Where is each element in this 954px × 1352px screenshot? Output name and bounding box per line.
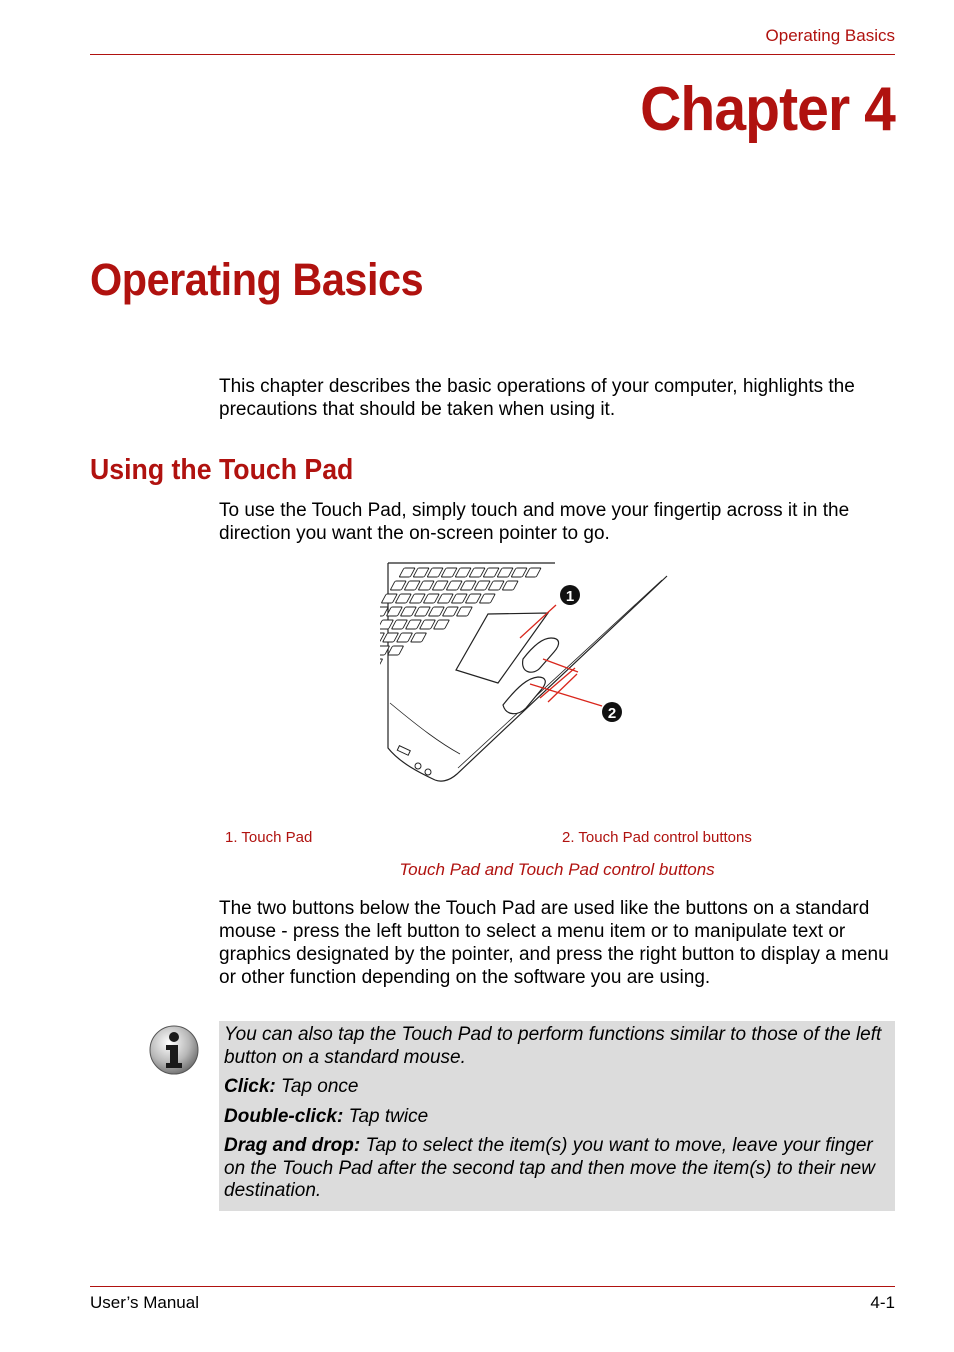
note-intro: You can also tap the Touch Pad to perform functions similar to those of the left button on a standard mouse. xyxy=(224,1024,882,1068)
footer-manual-title: User’s Manual xyxy=(90,1293,199,1312)
callout-2 xyxy=(602,702,622,722)
figure-label-control-buttons: 2. Touch Pad control buttons xyxy=(562,829,752,846)
note-item-drag-and-drop: Drag and drop: Tap to select the item(s) you want to move, leave your finger on the Touch Pad after the second tap and then move the item(s) to their new destination. xyxy=(224,1135,875,1201)
chapter-label: Chapter 4 xyxy=(640,75,895,144)
footer-rule xyxy=(90,1286,895,1287)
figure-caption: Touch Pad and Touch Pad control buttons xyxy=(399,860,715,879)
touchpad-right-button xyxy=(523,638,559,672)
touchpad-figure xyxy=(380,558,680,788)
info-icon xyxy=(148,1024,200,1076)
note-item-double-click: Double-click: Tap twice xyxy=(224,1105,429,1127)
note-box xyxy=(219,1021,895,1211)
callout-2-label: 2 xyxy=(607,705,617,722)
callout-1-label: 1 xyxy=(565,588,575,605)
header-rule xyxy=(90,54,895,55)
page-number: 4-1 xyxy=(870,1293,895,1312)
running-header: Operating Basics xyxy=(765,26,895,45)
note-item-click: Click: Tap once xyxy=(224,1076,359,1097)
page-title: Operating Basics xyxy=(90,254,424,305)
touchpad-left-button xyxy=(503,677,545,714)
touchpad-paragraph: To use the Touch Pad, simply touch and move your fingertip across it in the direction you want the on-screen pointer to go. xyxy=(219,500,850,544)
buttons-paragraph: The two buttons below the Touch Pad are used like the buttons on a standard mouse - press the left button to select a menu item or to manipulate text or graphics designated by the pointer, and press the right button to display a menu or other function depending on the software you are using. xyxy=(219,898,889,988)
section-heading: Using the Touch Pad xyxy=(90,454,354,486)
intro-paragraph: This chapter describes the basic operations of your computer, highlights the precautions that should be taken when using it. xyxy=(219,376,855,420)
callout-1 xyxy=(560,585,580,605)
figure-label-touch-pad: 1. Touch Pad xyxy=(225,829,313,846)
